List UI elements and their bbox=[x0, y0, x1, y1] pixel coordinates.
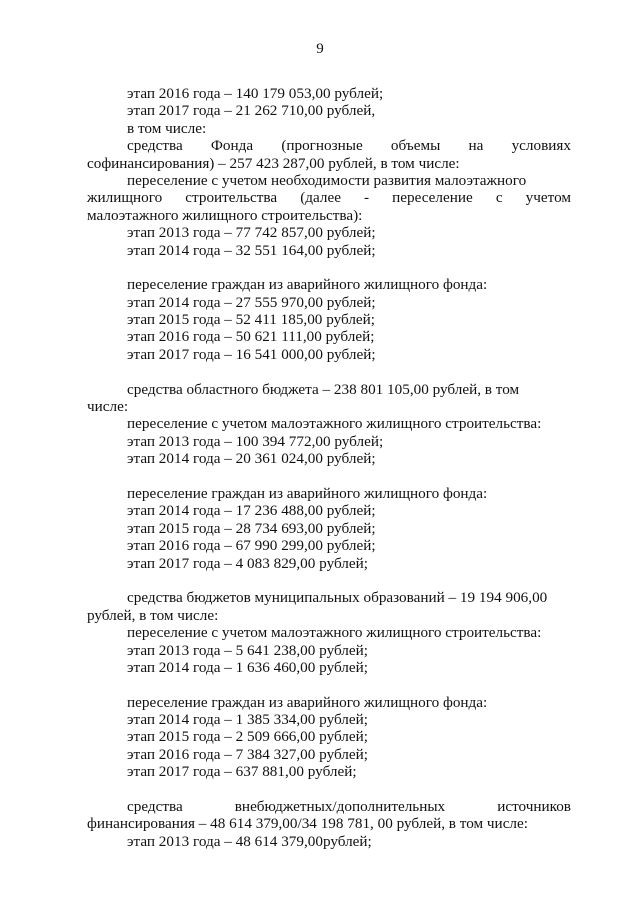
municipal-emergency-stage-2014-line: этап 2014 года – 1 385 334,00 рублей; bbox=[127, 711, 368, 729]
fund-emergency-stage-2016-line: этап 2016 года – 50 621 111,00 рублей; bbox=[127, 328, 375, 346]
including-line: в том числе: bbox=[127, 119, 207, 137]
municipal-budget-total-line: средства бюджетов муниципальных образований – 19 194 906,00 bbox=[127, 589, 548, 607]
fund-heading-word: на bbox=[468, 137, 484, 155]
fund-heading-word: средства bbox=[127, 137, 183, 155]
regional-budget-total-line: средства областного бюджета – 238 801 105,00 рублей, в том bbox=[127, 380, 520, 398]
regional-stage-2014-line: этап 2014 года – 20 361 024,00 рублей; bbox=[127, 450, 376, 468]
fund-stage-2014-line: этап 2014 года – 32 551 164,00 рублей; bbox=[127, 241, 376, 259]
fund-heading-word: объемы bbox=[390, 137, 441, 155]
regional-low-rise-heading: переселение с учетом малоэтажного жилищного строительства: bbox=[127, 415, 542, 433]
fund-total-line: софинансирования) – 257 423 287,00 рублей, в том числе: bbox=[87, 154, 460, 172]
regional-emergency-stage-2015-line: этап 2015 года – 28 734 693,00 рублей; bbox=[127, 519, 376, 537]
definition-word: (далее bbox=[300, 189, 341, 207]
extrabudgetary-word: внебюджетных/дополнительных bbox=[234, 798, 446, 816]
definition-word: - bbox=[364, 189, 370, 207]
fund-heading-line bbox=[87, 137, 571, 154]
fund-resettlement-definition-end-line: малоэтажного жилищного строительства): bbox=[87, 206, 363, 224]
fund-resettlement-definition-line bbox=[87, 189, 571, 206]
fund-stage-2013-line: этап 2013 года – 77 742 857,00 рублей; bbox=[127, 224, 376, 242]
fund-emergency-stage-2015-line: этап 2015 года – 52 411 185,00 рублей; bbox=[127, 311, 376, 329]
extrabudgetary-total-line: финансирования – 48 614 379,00/34 198 781, 00 рублей, в том числе: bbox=[87, 815, 528, 833]
fund-emergency-housing-heading: переселение граждан из аварийного жилищного фонда: bbox=[127, 276, 488, 294]
regional-budget-including-line: числе: bbox=[87, 398, 129, 416]
stage-2016-line: этап 2016 года – 140 179 053,00 рублей; bbox=[127, 85, 384, 102]
definition-word: с bbox=[495, 189, 503, 207]
municipal-emergency-housing-heading: переселение граждан из аварийного жилищного фонда: bbox=[127, 693, 488, 711]
regional-emergency-housing-heading: переселение граждан из аварийного жилищного фонда: bbox=[127, 484, 488, 502]
definition-word: переселение bbox=[392, 189, 473, 207]
stage-2017-line: этап 2017 года – 21 262 710,00 рублей, bbox=[127, 102, 376, 120]
municipal-stage-2014-line: этап 2014 года – 1 636 460,00 рублей; bbox=[127, 658, 368, 676]
regional-emergency-stage-2014-line: этап 2014 года – 17 236 488,00 рублей; bbox=[127, 502, 376, 520]
fund-heading-word: условиях bbox=[511, 137, 571, 155]
fund-emergency-stage-2014-line: этап 2014 года – 27 555 970,00 рублей; bbox=[127, 293, 376, 311]
municipal-stage-2013-line: этап 2013 года – 5 641 238,00 рублей; bbox=[127, 641, 368, 659]
regional-emergency-stage-2016-line: этап 2016 года – 67 990 299,00 рублей; bbox=[127, 537, 376, 555]
municipal-emergency-stage-2016-line: этап 2016 года – 7 384 327,00 рублей; bbox=[127, 745, 368, 763]
regional-stage-2013-line: этап 2013 года – 100 394 772,00 рублей; bbox=[127, 432, 384, 450]
definition-word: строительства bbox=[185, 189, 278, 207]
document-body bbox=[87, 85, 571, 850]
municipal-emergency-stage-2015-line: этап 2015 года – 2 509 666,00 рублей; bbox=[127, 728, 368, 746]
definition-word: учетом bbox=[525, 189, 571, 207]
extrabudgetary-word: средства bbox=[127, 798, 183, 816]
municipal-budget-including-line: рублей, в том числе: bbox=[87, 606, 219, 624]
regional-emergency-stage-2017-line: этап 2017 года – 4 083 829,00 рублей; bbox=[127, 554, 368, 572]
extrabudgetary-word: источников bbox=[497, 798, 571, 816]
municipal-emergency-stage-2017-line: этап 2017 года – 637 881,00 рублей; bbox=[127, 763, 357, 781]
fund-heading-word: (прогнозные bbox=[281, 137, 363, 155]
fund-emergency-stage-2017-line: этап 2017 года – 16 541 000,00 рублей; bbox=[127, 345, 376, 363]
fund-resettlement-low-rise-line: переселение с учетом необходимости развития малоэтажного bbox=[127, 171, 527, 189]
municipal-low-rise-heading: переселение с учетом малоэтажного жилищного строительства: bbox=[127, 624, 542, 642]
extrabudgetary-heading-line bbox=[87, 798, 571, 815]
page-number: 9 bbox=[316, 41, 324, 57]
definition-word: жилищного bbox=[87, 189, 163, 207]
fund-heading-word: Фонда bbox=[210, 137, 254, 155]
extrabudgetary-stage-2013-line: этап 2013 года – 48 614 379,00рублей; bbox=[127, 832, 372, 850]
